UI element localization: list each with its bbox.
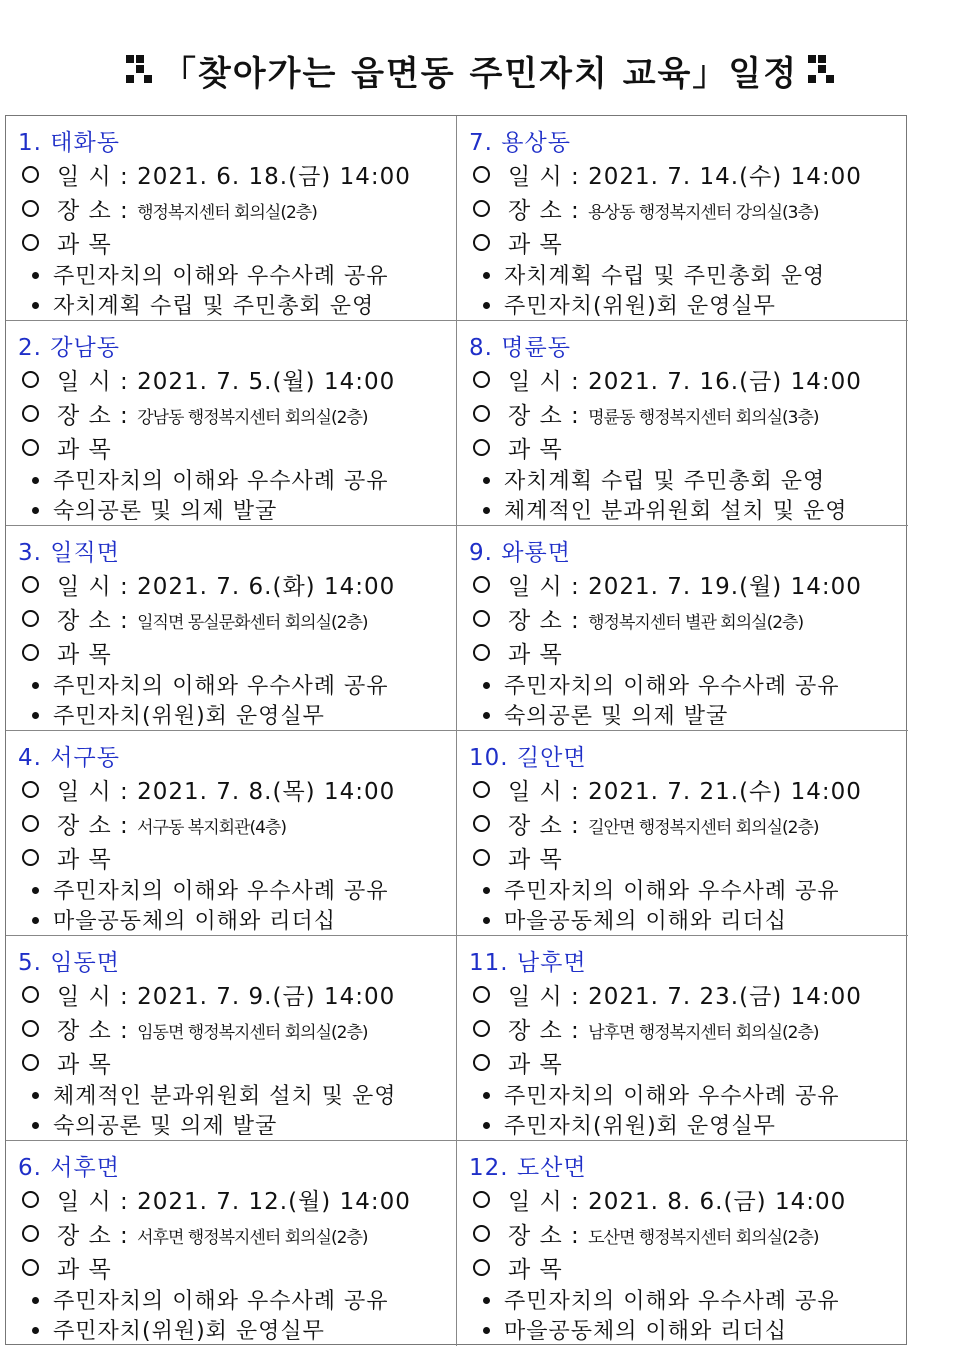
subject-row [469,228,908,262]
topic-text: 주민자치의 이해와 우수사례 공유 [504,674,840,699]
circle-bullet-icon [473,371,490,388]
place-label: 장 소 : [57,1223,129,1249]
topic-text: 주민자치의 이해와 우수사례 공유 [504,1289,840,1314]
dot-bullet-icon [483,477,490,484]
subject-label: 과 목 [508,1257,563,1283]
topic-item [18,262,456,292]
place-value: 행정복지센터 회의실(2층) [137,203,317,223]
circle-bullet-icon [22,200,39,217]
dot-bullet-icon [32,1297,39,1304]
schedule-cell [6,116,457,321]
circle-bullet-icon [473,1191,490,1208]
place-label: 장 소 : [508,1018,580,1044]
place-value: 행정복지센터 별관 회의실(2층) [588,613,804,633]
topic-item [18,702,456,731]
date-value: 2021. 7. 9.(금) 14:00 [137,984,396,1010]
location-title: 8. 명륜동 [469,335,571,361]
circle-bullet-icon [473,1259,490,1276]
date-label: 일 시 : [57,1189,129,1215]
subject-label: 과 목 [508,1052,563,1078]
date-label: 일 시 : [57,779,129,805]
date-row [469,1185,908,1219]
topic-text: 체계적인 분과위원회 설치 및 운영 [504,499,848,524]
schedule-cell [6,936,457,1141]
place-value: 일직면 몽실문화센터 회의실(2층) [137,613,368,633]
circle-bullet-icon [22,644,39,661]
topic-item [469,292,908,321]
location-title: 5. 임동면 [18,950,120,976]
place-label: 장 소 : [57,608,129,634]
subject-row [469,1048,908,1082]
dot-bullet-icon [32,1122,39,1129]
topic-text: 주민자치(위원)회 운영실무 [504,1114,776,1139]
dot-bullet-icon [483,507,490,514]
topic-item [18,467,456,497]
dot-bullet-icon [483,1092,490,1099]
dot-bullet-icon [32,887,39,894]
topic-text: 숙의공론 및 의제 발굴 [53,1114,278,1139]
topic-text: 숙의공론 및 의제 발굴 [504,704,729,729]
date-label: 일 시 : [508,779,580,805]
circle-bullet-icon [473,849,490,866]
place-value: 길안면 행정복지센터 회의실(2층) [588,818,819,838]
subject-label: 과 목 [508,232,563,258]
dot-bullet-icon [32,682,39,689]
date-value: 2021. 7. 21.(수) 14:00 [588,779,862,805]
location-title: 7. 용상동 [469,130,571,156]
place-value: 서구동 복지회관(4층) [137,818,286,838]
date-row [18,980,456,1014]
dot-bullet-icon [483,1327,490,1334]
place-label: 장 소 : [508,403,580,429]
topic-text: 체계적인 분과위원회 설치 및 운영 [53,1084,397,1109]
circle-bullet-icon [473,1020,490,1037]
location-title: 1. 태화동 [18,130,120,156]
circle-bullet-icon [22,576,39,593]
date-value: 2021. 7. 8.(목) 14:00 [137,779,396,805]
circle-bullet-icon [22,405,39,422]
date-row [18,160,456,194]
circle-bullet-icon [22,371,39,388]
subject-row [18,843,456,877]
topic-item [469,1112,908,1141]
schedule-cell [457,936,908,1141]
place-row [469,809,908,843]
topic-text: 주민자치의 이해와 우수사례 공유 [53,264,389,289]
dot-bullet-icon [483,1297,490,1304]
topic-text: 마을공동체의 이해와 리더십 [504,1319,788,1344]
place-row [469,1219,908,1253]
circle-bullet-icon [22,610,39,627]
dot-bullet-icon [483,302,490,309]
topic-text: 주민자치의 이해와 우수사례 공유 [53,674,389,699]
circle-bullet-icon [473,234,490,251]
dot-bullet-icon [32,1327,39,1334]
place-row [469,399,908,433]
topic-text: 주민자치의 이해와 우수사례 공유 [504,879,840,904]
date-value: 2021. 8. 6.(금) 14:00 [588,1189,847,1215]
place-row [469,194,908,228]
topic-item [469,672,908,702]
topic-text: 마을공동체의 이해와 리더십 [53,909,337,934]
date-value: 2021. 7. 12.(월) 14:00 [137,1189,411,1215]
topic-text: 주민자치(위원)회 운영실무 [53,1319,325,1344]
date-label: 일 시 : [508,574,580,600]
dot-bullet-icon [32,272,39,279]
date-row [18,365,456,399]
subject-row [18,638,456,672]
topic-item [18,1287,456,1317]
subject-row [18,433,456,467]
schedule-cell [6,731,457,936]
circle-bullet-icon [22,1259,39,1276]
date-row [469,570,908,604]
place-row [18,604,456,638]
place-row [18,194,456,228]
topic-text: 마을공동체의 이해와 리더십 [504,909,788,934]
date-value: 2021. 7. 23.(금) 14:00 [588,984,862,1010]
location-title: 11. 남후면 [469,950,587,976]
place-value: 용상동 행정복지센터 강의실(3층) [588,203,819,223]
circle-bullet-icon [473,166,490,183]
schedule-table [5,115,907,1345]
topic-item [18,292,456,321]
subject-label: 과 목 [57,1257,112,1283]
circle-bullet-icon [22,1054,39,1071]
circle-bullet-icon [473,1054,490,1071]
dot-bullet-icon [483,682,490,689]
date-row [469,980,908,1014]
circle-bullet-icon [22,1191,39,1208]
place-value: 명륜동 행정복지센터 회의실(3층) [588,408,819,428]
decorative-square-icon [808,55,834,85]
date-value: 2021. 6. 18.(금) 14:00 [137,164,411,190]
subject-row [469,433,908,467]
schedule-cell [6,1141,457,1346]
topic-item [18,1317,456,1346]
date-value: 2021. 7. 16.(금) 14:00 [588,369,862,395]
topic-text: 주민자치의 이해와 우수사례 공유 [53,879,389,904]
date-value: 2021. 7. 14.(수) 14:00 [588,164,862,190]
schedule-cell [457,321,908,526]
date-row [18,570,456,604]
place-label: 장 소 : [508,608,580,634]
circle-bullet-icon [22,1020,39,1037]
topic-text: 자치계획 수립 및 주민총회 운영 [504,469,826,494]
circle-bullet-icon [473,1225,490,1242]
circle-bullet-icon [473,815,490,832]
location-title: 6. 서후면 [18,1155,120,1181]
topic-text: 주민자치(위원)회 운영실무 [53,704,325,729]
date-row [469,365,908,399]
location-title: 10. 길안면 [469,745,587,771]
topic-item [18,1112,456,1141]
date-row [18,775,456,809]
subject-label: 과 목 [508,642,563,668]
topic-item [469,1317,908,1346]
circle-bullet-icon [473,781,490,798]
place-label: 장 소 : [508,1223,580,1249]
place-label: 장 소 : [57,813,129,839]
topic-item [18,1082,456,1112]
dot-bullet-icon [32,302,39,309]
date-value: 2021. 7. 5.(월) 14:00 [137,369,396,395]
circle-bullet-icon [473,986,490,1003]
place-row [18,1219,456,1253]
subject-label: 과 목 [57,847,112,873]
topic-text: 숙의공론 및 의제 발굴 [53,499,278,524]
topic-text: 주민자치의 이해와 우수사례 공유 [53,1289,389,1314]
subject-row [18,228,456,262]
circle-bullet-icon [473,200,490,217]
schedule-cell [6,321,457,526]
topic-item [469,497,908,526]
place-value: 도산면 행정복지센터 회의실(2층) [588,1228,819,1248]
place-value: 강남동 행정복지센터 회의실(2층) [137,408,368,428]
dot-bullet-icon [483,712,490,719]
subject-label: 과 목 [57,1052,112,1078]
location-title: 4. 서구동 [18,745,120,771]
place-value: 서후면 행정복지센터 회의실(2층) [137,1228,368,1248]
place-label: 장 소 : [508,198,580,224]
topic-item [469,1287,908,1317]
date-label: 일 시 : [57,984,129,1010]
decorative-square-icon [126,55,152,85]
date-label: 일 시 : [57,164,129,190]
circle-bullet-icon [22,166,39,183]
location-title: 9. 와룡면 [469,540,571,566]
place-value: 임동면 행정복지센터 회의실(2층) [137,1023,368,1043]
place-label: 장 소 : [57,403,129,429]
dot-bullet-icon [483,917,490,924]
date-value: 2021. 7. 19.(월) 14:00 [588,574,862,600]
place-label: 장 소 : [57,1018,129,1044]
page-title: 「찾아가는 읍면동 주민자치 교육」일정 [161,53,799,94]
dot-bullet-icon [32,712,39,719]
date-label: 일 시 : [508,984,580,1010]
topic-item [469,907,908,936]
place-row [18,1014,456,1048]
subject-label: 과 목 [508,847,563,873]
schedule-cell [457,116,908,321]
circle-bullet-icon [473,644,490,661]
date-label: 일 시 : [508,1189,580,1215]
date-row [469,775,908,809]
subject-row [469,1253,908,1287]
place-row [18,399,456,433]
subject-label: 과 목 [57,232,112,258]
page-title-bar [0,40,960,100]
subject-label: 과 목 [508,437,563,463]
dot-bullet-icon [483,272,490,279]
topic-text: 주민자치(위원)회 운영실무 [504,294,776,319]
topic-item [469,467,908,497]
schedule-cell [457,731,908,936]
dot-bullet-icon [483,1122,490,1129]
circle-bullet-icon [22,439,39,456]
circle-bullet-icon [22,986,39,1003]
topic-text: 주민자치의 이해와 우수사례 공유 [53,469,389,494]
circle-bullet-icon [22,234,39,251]
circle-bullet-icon [22,781,39,798]
dot-bullet-icon [32,477,39,484]
location-title: 12. 도산면 [469,1155,587,1181]
date-label: 일 시 : [508,369,580,395]
topic-item [469,877,908,907]
circle-bullet-icon [473,405,490,422]
date-label: 일 시 : [508,164,580,190]
dot-bullet-icon [32,917,39,924]
location-title: 3. 일직면 [18,540,120,566]
place-label: 장 소 : [508,813,580,839]
subject-label: 과 목 [57,437,112,463]
topic-item [18,672,456,702]
topic-item [18,497,456,526]
subject-label: 과 목 [57,642,112,668]
subject-row [18,1048,456,1082]
subject-row [18,1253,456,1287]
topic-item [18,907,456,936]
topic-item [18,877,456,907]
dot-bullet-icon [32,1092,39,1099]
dot-bullet-icon [483,887,490,894]
place-row [18,809,456,843]
topic-text: 자치계획 수립 및 주민총회 운영 [53,294,375,319]
subject-row [469,843,908,877]
subject-row [469,638,908,672]
date-label: 일 시 : [57,574,129,600]
date-row [18,1185,456,1219]
topic-item [469,1082,908,1112]
schedule-cell [6,526,457,731]
topic-item [469,262,908,292]
date-row [469,160,908,194]
dot-bullet-icon [32,507,39,514]
place-row [469,604,908,638]
schedule-cell [457,526,908,731]
circle-bullet-icon [22,849,39,866]
circle-bullet-icon [22,815,39,832]
circle-bullet-icon [473,576,490,593]
location-title: 2. 강남동 [18,335,120,361]
circle-bullet-icon [473,439,490,456]
topic-item [469,702,908,731]
date-value: 2021. 7. 6.(화) 14:00 [137,574,396,600]
place-row [469,1014,908,1048]
topic-text: 자치계획 수립 및 주민총회 운영 [504,264,826,289]
schedule-cell [457,1141,908,1346]
place-value: 남후면 행정복지센터 회의실(2층) [588,1023,819,1043]
circle-bullet-icon [22,1225,39,1242]
date-label: 일 시 : [57,369,129,395]
place-label: 장 소 : [57,198,129,224]
circle-bullet-icon [473,610,490,627]
topic-text: 주민자치의 이해와 우수사례 공유 [504,1084,840,1109]
